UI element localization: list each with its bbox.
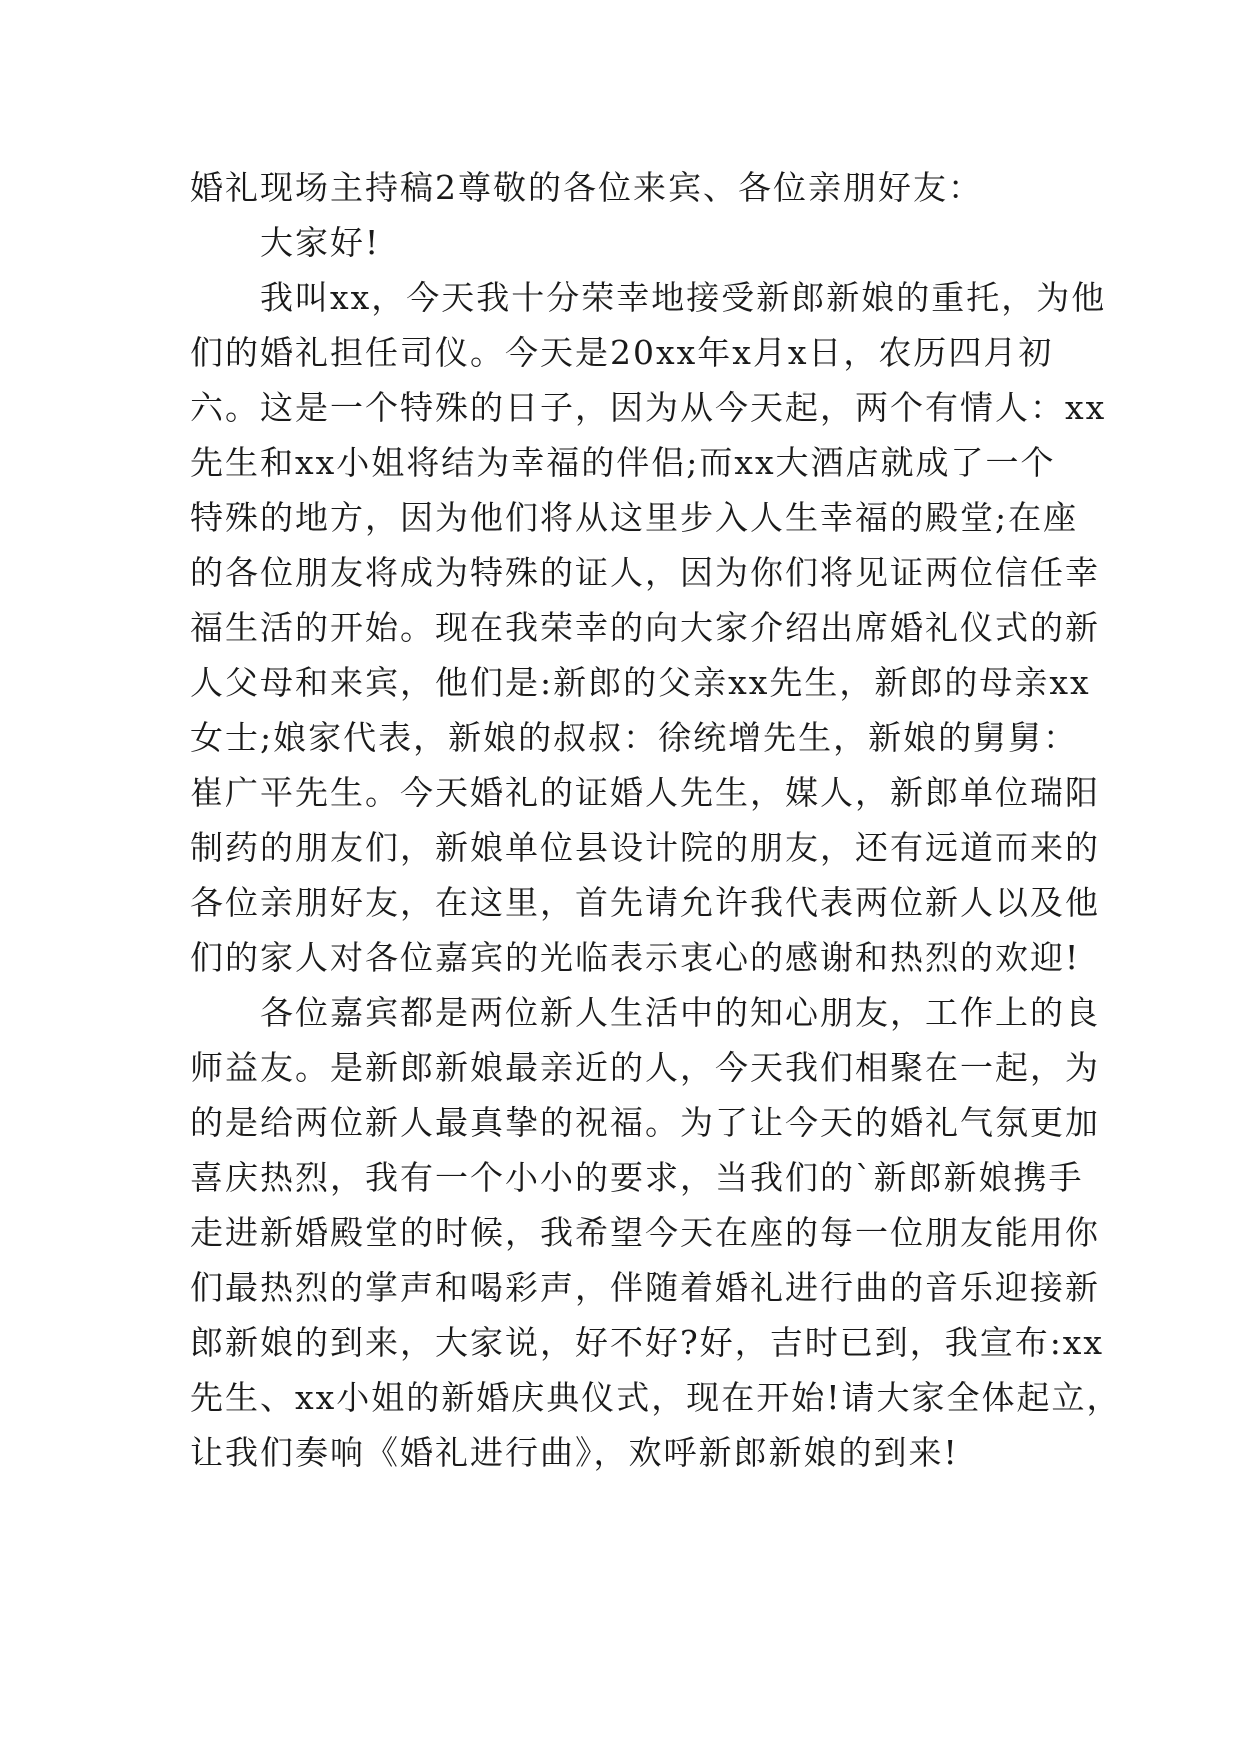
text-line: 的各位朋友将成为特殊的证人，因为你们将见证两位信任幸 bbox=[190, 553, 1100, 592]
text-line: 喜庆热烈，我有一个小小的要求，当我们的`新郎新娘携手 bbox=[190, 1158, 1084, 1197]
text-line: 的是给两位新人最真挚的祝福。为了让今天的婚礼气氛更加 bbox=[190, 1103, 1100, 1142]
document-body bbox=[190, 160, 1122, 1480]
text-line: 走进新婚殿堂的时候，我希望今天在座的每一位朋友能用你 bbox=[190, 1213, 1100, 1252]
text-line: 我叫xx，今天我十分荣幸地接受新郎新娘的重托，为他 bbox=[190, 278, 1107, 317]
text-line: 制药的朋友们，新娘单位县设计院的朋友，还有远道而来的 bbox=[190, 828, 1100, 867]
text-line: 大家好! bbox=[190, 223, 381, 262]
text-line: 师益友。是新郎新娘最亲近的人，今天我们相聚在一起，为 bbox=[190, 1048, 1100, 1087]
text-line: 各位嘉宾都是两位新人生活中的知心朋友，工作上的良 bbox=[190, 993, 1100, 1032]
text-line: 各位亲朋好友，在这里，首先请允许我代表两位新人以及他 bbox=[190, 883, 1100, 922]
text-line: 六。这是一个特殊的日子，因为从今天起，两个有情人：xx bbox=[190, 388, 1107, 427]
text-line: 崔广平先生。今天婚礼的证婚人先生，媒人，新郎单位瑞阳 bbox=[190, 773, 1100, 812]
text-line: 婚礼现场主持稿2尊敬的各位来宾、各位亲朋好友： bbox=[190, 168, 983, 207]
text-line: 让我们奏响《婚礼进行曲》，欢呼新郎新娘的到来! bbox=[190, 1433, 959, 1472]
text-line: 先生、xx小姐的新婚庆典仪式，现在开始!请大家全体起立， bbox=[190, 1378, 1122, 1417]
text-line: 福生活的开始。现在我荣幸的向大家介绍出席婚礼仪式的新 bbox=[190, 608, 1100, 647]
text-line: 们最热烈的掌声和喝彩声，伴随着婚礼进行曲的音乐迎接新 bbox=[190, 1268, 1100, 1307]
text-line: 们的婚礼担任司仪。今天是20xx年x月x日，农历四月初 bbox=[190, 333, 1054, 372]
text-line: 先生和xx小姐将结为幸福的伴侣;而xx大酒店就成了一个 bbox=[190, 443, 1056, 482]
text-line: 女士;娘家代表，新娘的叔叔：徐统增先生，新娘的舅舅： bbox=[190, 718, 1079, 757]
text-line: 人父母和来宾，他们是:新郎的父亲xx先生，新郎的母亲xx bbox=[190, 663, 1091, 702]
text-line: 们的家人对各位嘉宾的光临表示衷心的感谢和热烈的欢迎! bbox=[190, 938, 1081, 977]
text-line: 郎新娘的到来，大家说，好不好?好，吉时已到，我宣布:xx bbox=[190, 1323, 1105, 1362]
text-line: 特殊的地方，因为他们将从这里步入人生幸福的殿堂;在座 bbox=[190, 498, 1079, 537]
